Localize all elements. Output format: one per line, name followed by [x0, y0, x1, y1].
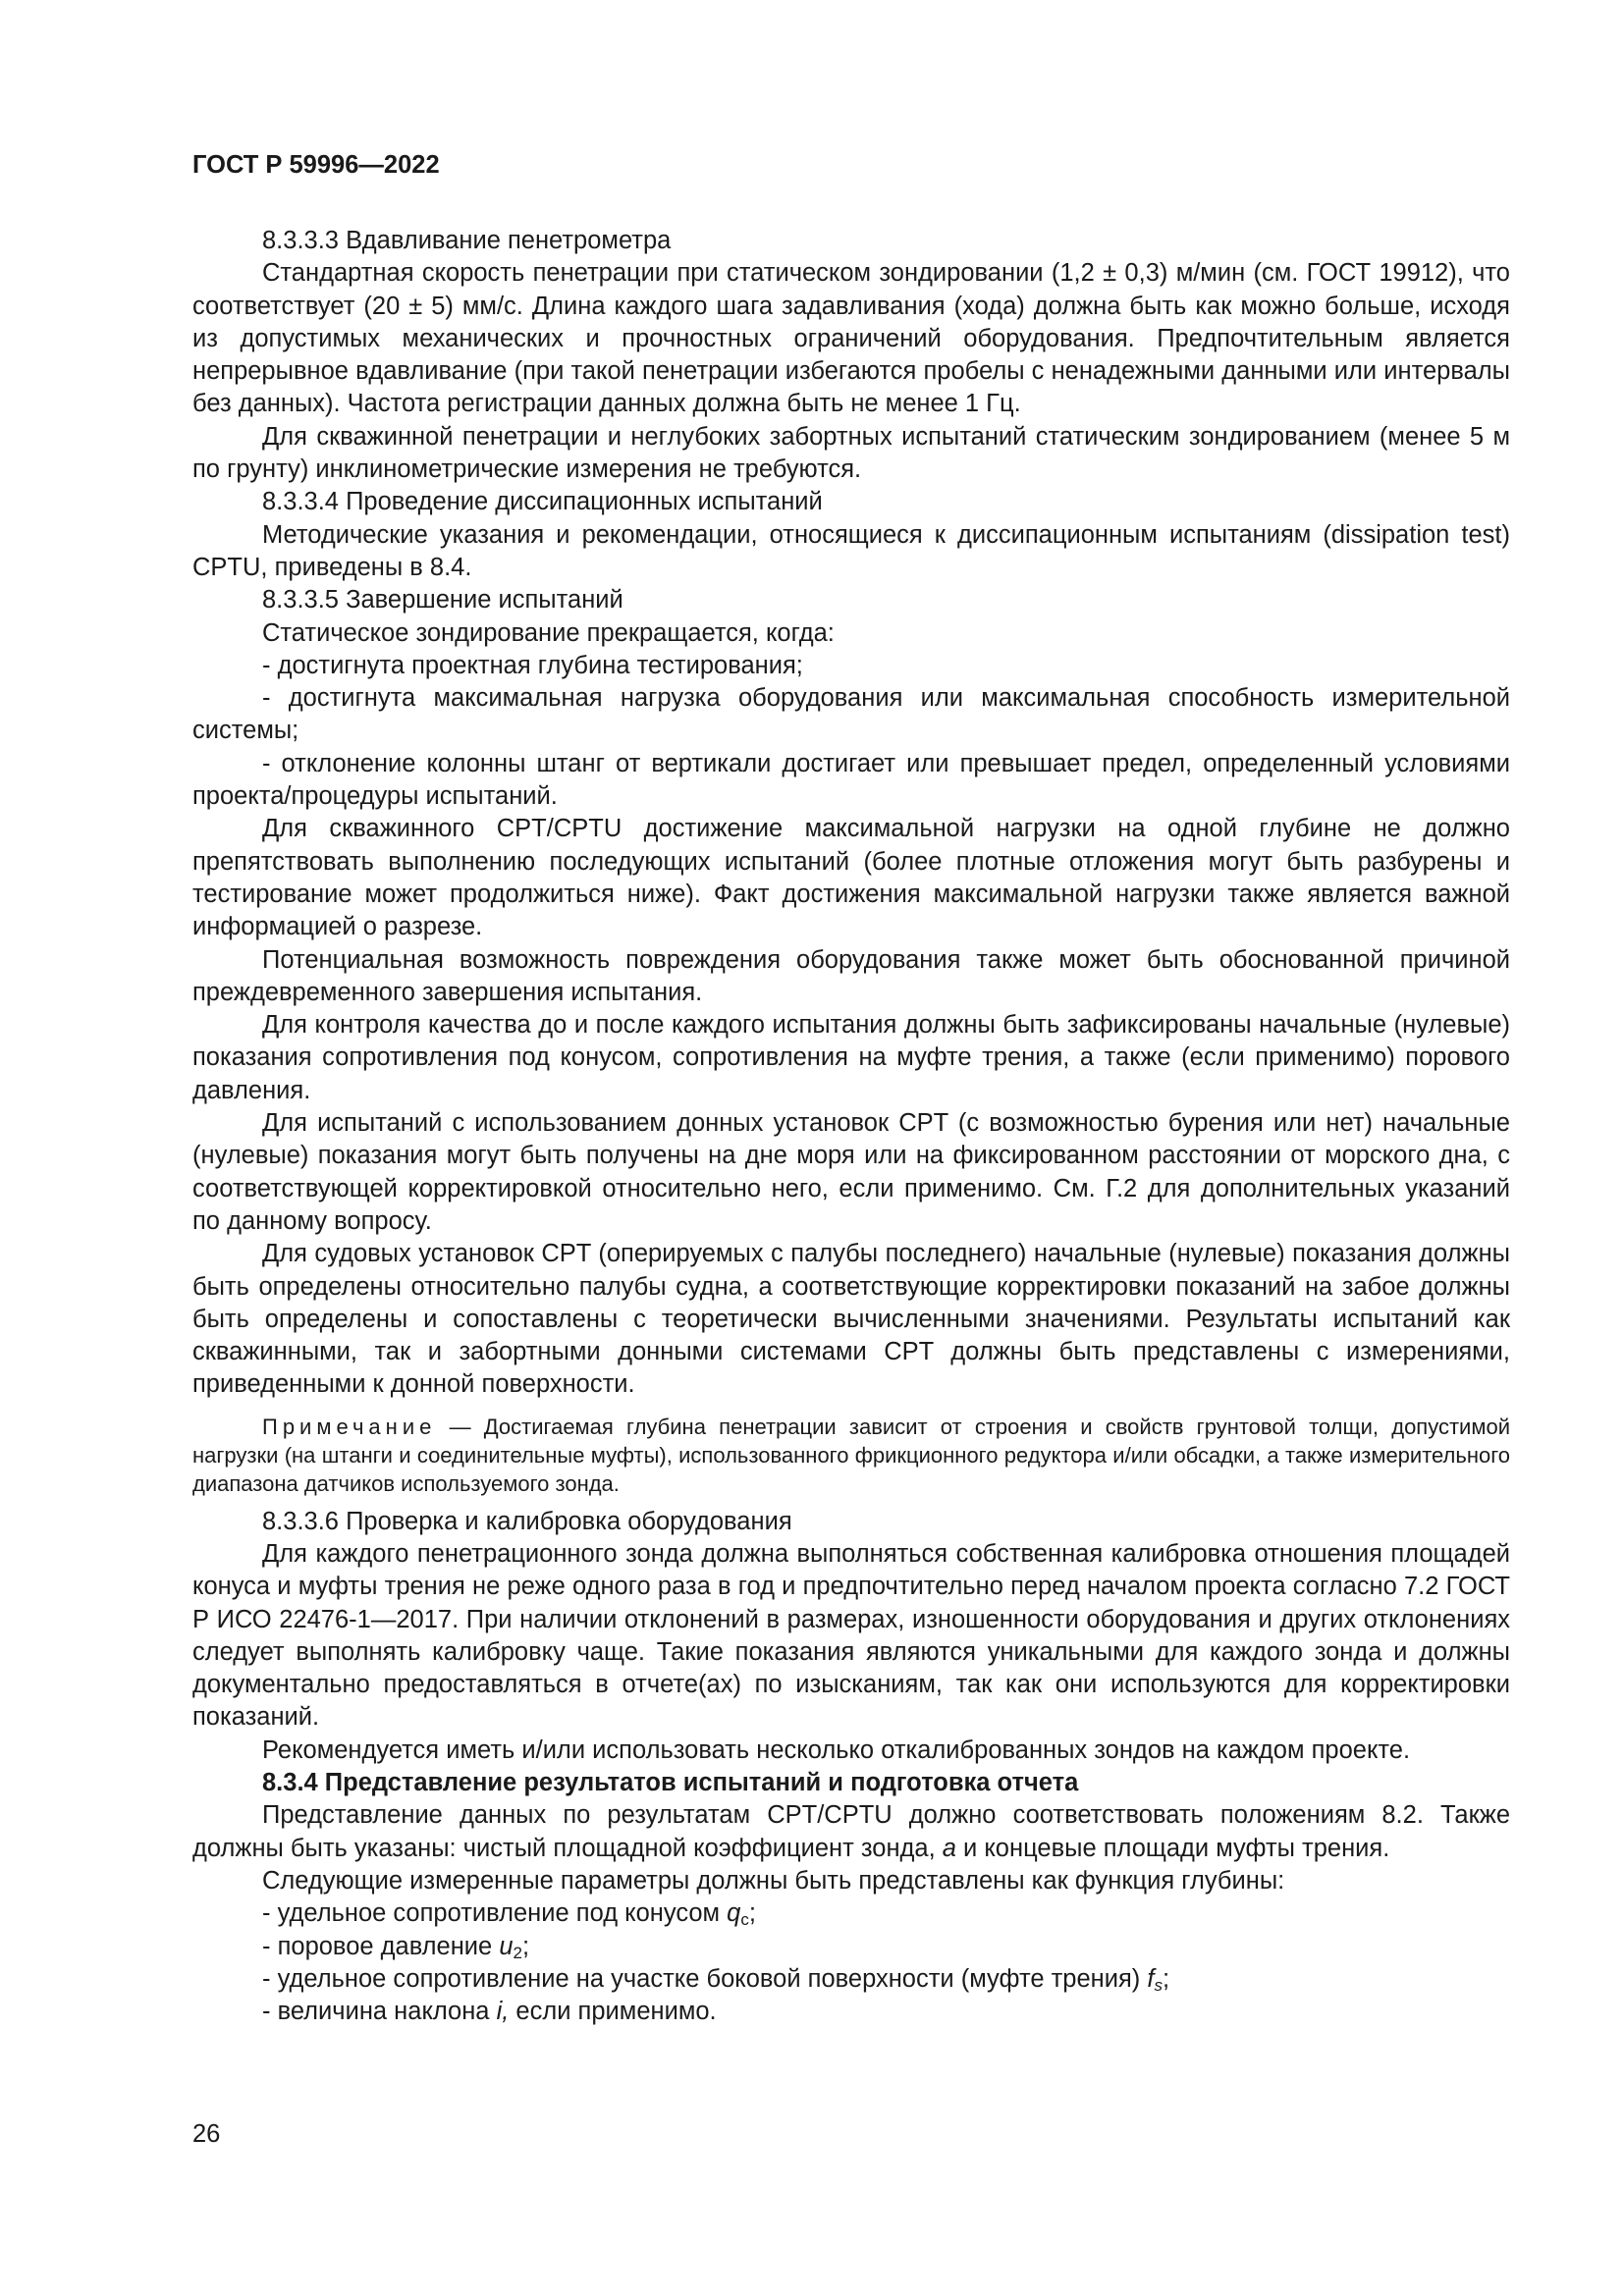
list-item: - отклонение колонны штанг от вертикали достигает или превышает предел, определенный условиями проекта/процедуры испытаний. [192, 749, 1510, 811]
paragraph: Для судовых установок CPT (оперируемых с палубы последнего) начальные (нулевые) показания должны быть определены относительно палубы судна, а соответствующие корректировки показаний на забое должны быть определены и сопоставлены с теоретически вычисленными значениями. Результаты испытаний как скважинными, так и забортными донными системами CPT должны быть представлены с измерениями, приведенными к донной поверхности. [192, 1240, 1510, 1399]
list-item: - достигнута проектная глубина тестирования; [262, 651, 803, 679]
note-text: — Достигаемая глубина пенетрации зависит от строения и свойств грунтовой толщи, допустимой нагрузки (на штанги и соединительные муфты), использованного фрикционного редуктора и/или обсадки, а также измерительного диапазона датчиков используемого зонда. [192, 1414, 1510, 1496]
text-run: ; [521, 1932, 530, 1960]
text-run: - удельное сопротивление под конусом [262, 1899, 728, 1928]
paragraph: Стандартная скорость пенетрации при статическом зондировании (1,2 ± 0,3) м/мин (см. ГОСТ 19912), что соответствует (20 ± 5) мм/с. Длина каждого шага задавливания (хода) должна быть как можно больше, исходя из допустимых механических и прочностных ограничений оборудования. Предпочтительным является непрерывное вдавливание (при такой пенетрации избегаются пробелы с ненадежными данными или интервалы без данных). Частота регистрации данных должна быть не менее 1 Гц. [192, 259, 1510, 418]
section-title-834: 8.3.4 Представление результатов испытаний и подготовка отчета [262, 1769, 1079, 1797]
subscript: s [1154, 1975, 1163, 1995]
note [192, 1413, 1510, 1498]
variable-q: q [727, 1899, 741, 1928]
text-run: ; [1162, 1964, 1170, 1993]
paragraph [192, 1799, 1510, 1865]
list-item [192, 1996, 1510, 2028]
list-item: - достигнута максимальная нагрузка оборудования или максимальная способность измерительной системы; [192, 684, 1510, 745]
document-body [192, 225, 1510, 2028]
subscript: c [740, 1910, 749, 1930]
text-run: - удельное сопротивление на участке боковой поверхности (муфте трения) [262, 1964, 1148, 1993]
paragraph: Рекомендуется иметь и/или использовать несколько откалиброванных зондов на каждом проекте. [262, 1735, 1411, 1764]
list-item [192, 1931, 1510, 1963]
list-item [192, 1963, 1510, 1996]
paragraph: Для скважинной пенетрации и неглубоких забортных испытаний статическим зондированием (менее 5 м по грунту) инклинометрические измерения не требуются. [192, 422, 1510, 484]
text-run: - поровое давление [262, 1932, 500, 1960]
section-title-8336: 8.3.3.6 Проверка и калибровка оборудования [262, 1507, 792, 1535]
section-title-8335: 8.3.3.5 Завершение испытаний [262, 586, 623, 614]
note-label: Примечание [262, 1414, 437, 1439]
paragraph: Потенциальная возможность повреждения оборудования также может быть обоснованной причиной преждевременного завершения испытания. [192, 945, 1510, 1006]
variable-a: a [942, 1834, 956, 1862]
text-run: Представление данных по результатам CPT/CPTU должно соответствовать положениям 8.2. Также должны быть указаны: чистый площадной коэффициент зонда, [192, 1801, 1510, 1862]
text-run: и концевые площади муфты трения. [955, 1834, 1390, 1862]
subscript: 2 [513, 1943, 522, 1962]
paragraph: Для каждого пенетрационного зонда должна выполняться собственная калибровка отношения площадей конуса и муфты трения не реже одного раза в год и предпочтительно перед началом проекта согласно 7.2 ГОСТ Р ИСО 22476-1—2017. При наличии отклонений в размерах, изношенности оборудования и других отклонениях следует выполнять калибровку чаще. Такие показания являются уникальными для каждого зонда и должны документально предоставляться в отчете(ах) по изысканиям, так как они используются для корректировки показаний. [192, 1539, 1510, 1732]
document-code: ГОСТ Р 59996—2022 [192, 151, 440, 179]
paragraph: Для испытаний с использованием донных установок CPT (с возможностью бурения или нет) начальные (нулевые) показания могут быть получены на дне моря или на фиксированном расстоянии от морского дна, с соответствующей корректировкой относительно него, если применимо. См. Г.2 для дополнительных указаний по данному вопросу. [192, 1109, 1510, 1235]
page-number: 26 [192, 2120, 221, 2148]
variable-u: u [499, 1932, 514, 1960]
text-run: ; [748, 1899, 756, 1928]
list-item [192, 1897, 1510, 1930]
text-run: если применимо. [509, 1998, 717, 2026]
paragraph: Следующие измеренные параметры должны быть представлены как функция глубины: [262, 1866, 1285, 1895]
variable-f: f [1147, 1964, 1155, 1993]
section-title-8334: 8.3.3.4 Проведение диссипационных испытаний [262, 488, 823, 516]
text-run: - величина наклона [262, 1998, 497, 2026]
paragraph: Методические указания и рекомендации, относящиеся к диссипационным испытаниям (dissipation test) CPTU, приведены в 8.4. [192, 520, 1510, 581]
section-title-8333: 8.3.3.3 Вдавливание пенетрометра [262, 227, 672, 254]
paragraph: Для контроля качества до и после каждого испытания должны быть зафиксированы начальные (нулевые) показания сопротивления под конусом, сопротивления на муфте трения, а также (если применимо) порового давления. [192, 1011, 1510, 1104]
paragraph: Статическое зондирование прекращается, когда: [262, 618, 835, 647]
variable-i: i, [496, 1998, 510, 2026]
paragraph: Для скважинного CPT/CPTU достижение максимальной нагрузки на одной глубине не должно препятствовать выполнению последующих испытаний (более плотные отложения могут быть разбурены и тестирование может продолжиться ниже). Факт достижения максимальной нагрузки также является важной информацией о разрезе. [192, 815, 1510, 941]
